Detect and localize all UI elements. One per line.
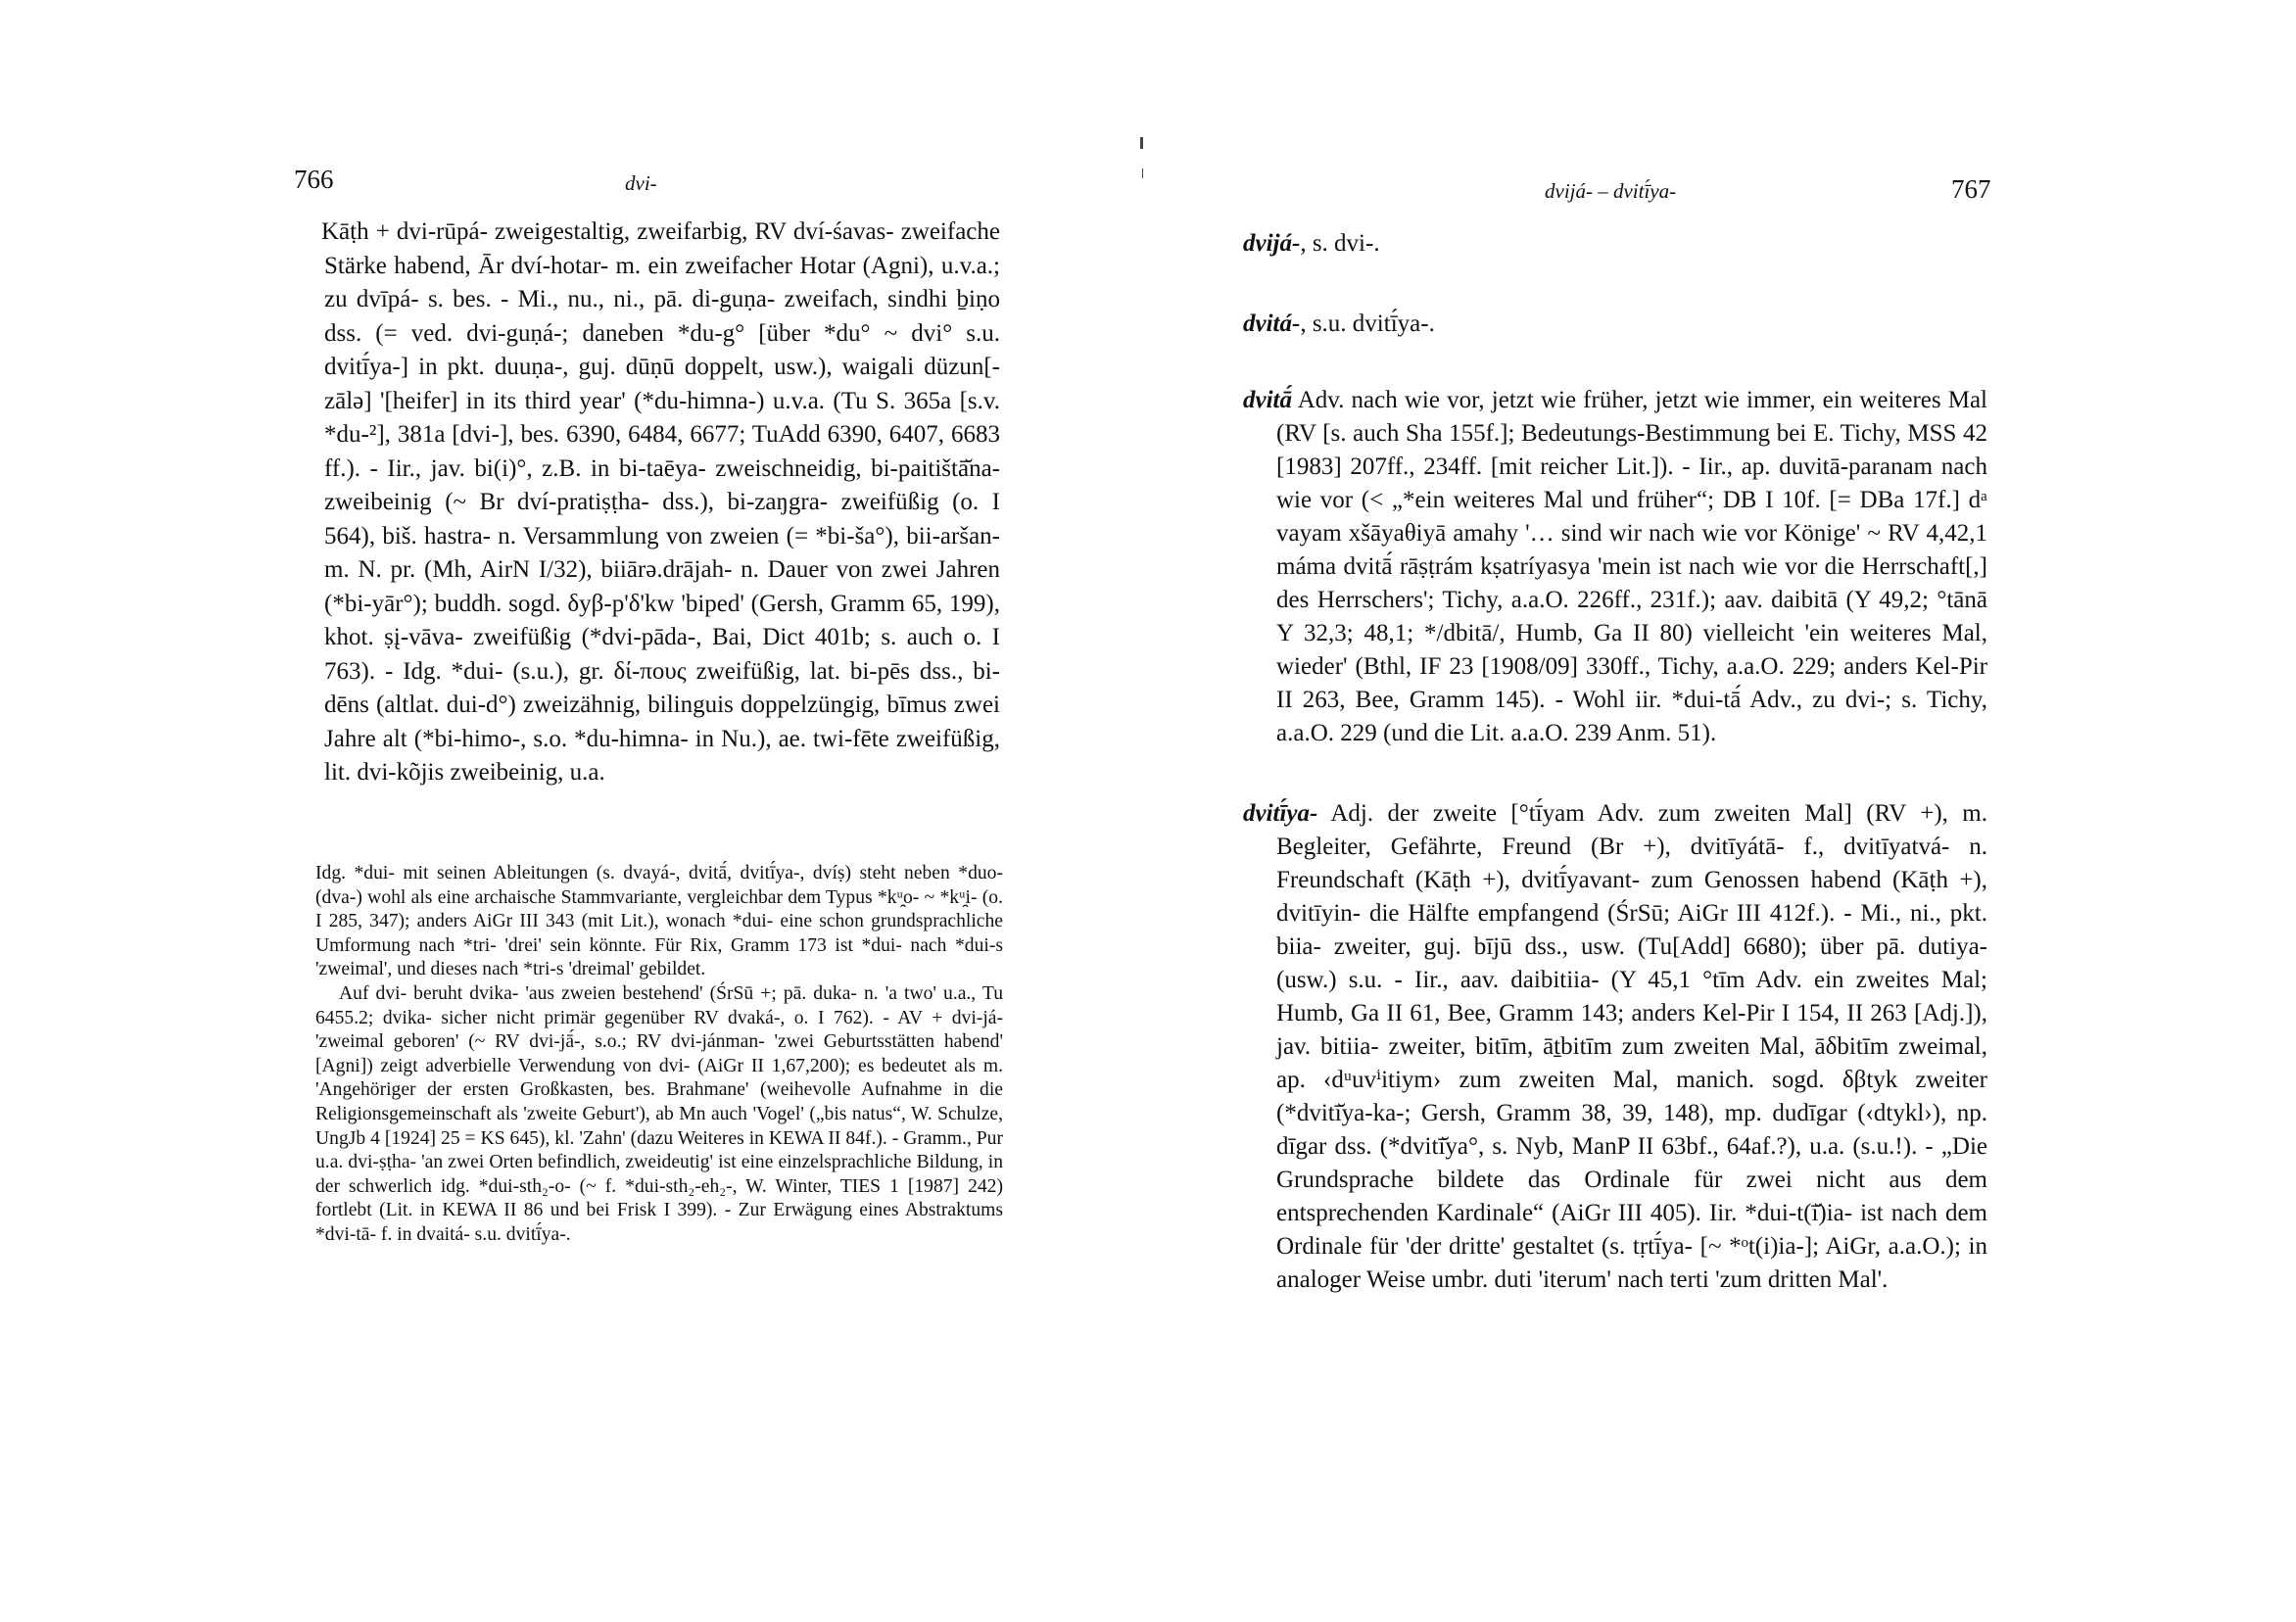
main-paragraph: Kāṭh + dvi-rūpá- zweigestaltig, zweifarbig, RV dví-śavas- zweifache Stärke habend, Ār dví-hotar- m. ein zweifacher Hotar (Agni), u.v.a.; zu dvīpá- s. bes. - Mi., nu., ni., pā. di-guṇa- zweifach, sindhi ḇiṇo dss. (= ved. dvi-guṇá-; daneben *du-g° [über *du° ~ dvi° s.u. dvitī́ya-] in pkt. duuṇa-, guj. dūṇū doppelt, usw.), waigali düzun[-zālə] '[heifer] in its third year' (*du-himna-) u.v.a. (Tu S. 365a [s.v. *du-²], 381a [dvi-], bes. 6390, 6484, 6677; TuAdd 6390, 6407, 6683 ff.). - Iir., jav. bi(i)°, z.B. in bi-taēya- zweischneidig, bi-paitištā̆na- zweibeinig (~ Br dví-pratiṣṭha- dss.), bi-zaŋgra- zweifüßig (o. I 564), biš. hastra- n. Versammlung von zweien (= *bi-ša°), bii-aršan- m. N. pr. (Mh, AirN I/32), biiārə.drājah- n. Dauer von zwei Jahren (*bi-yār°); buddh. sogd. δyβ-p'δ'kw 'biped' (Gersh, Gramm 65, 199), khot. ṣį-vāva- zweifüßig (*dvi-pāda-, Bai, Dict 401b; s. auch o. I 763). - Idg. *dui- (s.u.), gr. δί-πους zweifüßig, lat. bi-pēs dss., bi-dēns (altlat. dui-d°) zweizähnig, bilinguis doppelzüngig, bīmus zwei Jahre alt (*bi-himo-, s.o. *du-himna- in Nu.), ae. twi-fēte zweifüßig, lit. dvi-kõjis zweibeinig, u.a. bbox=[321, 218, 1000, 786]
right-entries bbox=[1243, 227, 1987, 1297]
entry-text: Adv. nach wie vor, jetzt wie früher, jetzt wie immer, ein weiteres Mal (RV [s. auch Sha 155f.]; Bedeutungs-Bestimmung bei E. Tichy, MSS 42 [1983] 207ff., 234ff. [mit reicher Lit.]). - Iir., ap. duvitā-paranam nach wie vor (< „*ein weiteres Mal und früher“; DB I 10f. [= DBa 17f.] dᵃ vayam xšāyaθiyā amahy '… sind wir nach wie vor Könige' ~ RV 4,42,1 máma dvitā́ rāṣṭrám kṣatríyasya 'mein ist nach wie vor die Herrschaft[,] des Herrschers'; Tichy, a.a.O. 226ff., 231f.); aav. daibitā (Y 49,2; °tānā Y 32,3; 48,1; */dbitā/, Humb, Ga II 80) vielleicht 'ein weiteres Mal, wieder' (Bthl, IF 23 [1908/09] 330ff., Tichy, a.a.O. 229; anders Kel-Pir II 263, Bee, Gramm 145). - Wohl iir. *dui-tā́ Adv., zu dvi-; s. Tichy, a.a.O. 229 (und die Lit. a.a.O. 239 Anm. 51). bbox=[1276, 387, 1987, 746]
left-main-text bbox=[321, 215, 1000, 790]
right-page-number: 767 bbox=[1951, 174, 1991, 204]
small-print-paragraph: Idg. *dui- mit seinen Ableitungen (s. dvayá-, dvitā́, dvitī́ya-, dvíṣ) steht neben *duo- (dva-) wohl als eine archaische Stammvariante, vergleichbar dem Typus *kᵘ̯o- ~ *kᵘ̯i- (o. I 285, 347); anders AiGr III 343 (mit Lit.), wonach *dui- eine schon grundsprachliche Umformung nach *tri- 'drei' sein könnte. Für Rix, Gramm 173 ist *dui- nach *dui-s 'zweimal', und dieses nach *tri-s 'dreimal' gebildet. bbox=[315, 863, 1003, 980]
entry-dvija bbox=[1243, 227, 1987, 261]
entry-text: , s.u. dvitī́ya-. bbox=[1300, 310, 1435, 337]
margin-mark bbox=[1140, 137, 1143, 149]
entry-lemma: dvitá- bbox=[1243, 310, 1301, 337]
right-running-head: dvijá- – dvitī́ya- bbox=[1545, 179, 1677, 203]
entry-dvitaa bbox=[1243, 384, 1987, 750]
entry-text: , s. dvi-. bbox=[1300, 230, 1380, 257]
left-page-number: 766 bbox=[294, 165, 334, 194]
entry-dvitiya bbox=[1243, 797, 1987, 1297]
right-page bbox=[1148, 0, 2296, 1622]
entry-dvita bbox=[1243, 308, 1987, 341]
entry-lemma: dvitī́ya- bbox=[1243, 800, 1318, 827]
entry-lemma: dvijá- bbox=[1243, 230, 1301, 257]
small-print-paragraph: Auf dvi- beruht dvika- 'aus zweien bestehend' (ŚrSū +; pā. duka- n. 'a two' u.a., Tu 6455.2; dvika- sicher nicht primär gegenüber RV dvaká-, o. I 762). - AV + dvi-já- 'zweimal geboren' (~ RV dvi-jā́-, s.o.; RV dvi-jánman- 'zwei Geburtsstätten habend' [Agni]) zeigt adverbielle Verwendung von dvi- (AiGr II 1,67,200); es bedeutet als m. 'Angehöriger der ersten Großkasten, bes. Brahmane' (weihevolle Aufnahme in die Religionsgemeinschaft als 'zweite Geburt'), ab Mn auch 'Vogel' („bis natus“, W. Schulze, UngJb 4 [1924] 25 = KS 645), kl. 'Zahn' (dazu Weiteres in KEWA II 84f.). - Gramm., Pur u.a. dvi-ṣṭha- 'an zwei Orten befindlich, zweideutig' ist eine einzelsprachliche Bildung, in der schwerlich idg. *dui-sth₂-o- (~ f. *dui-sth₂-eh₂-, W. Winter, TIES 1 [1987] 242) fortlebt (Lit. in KEWA II 86 und bei Frisk I 399). - Zur Erwägung eines Abstraktums *dvi-tā- f. in dvaitá- s.u. dvitī́ya-. bbox=[315, 982, 1003, 1245]
entry-text: Adj. der zweite [°tī́yam Adv. zum zweiten Mal] (RV +), m. Begleiter, Gefährte, Freund (Br +), dvitīyátā- f., dvitīyatvá- n. Freundschaft (Kāṭh +), dvitī́yavant- zum Genossen habend (Kāṭh +), dvitīyin- die Hälfte empfangend (ŚrSū; AiGr III 412f.). - Mi., ni., pkt. biia- zweiter, guj. bījū dss., usw. (Tu[Add] 6680); über pā. dutiya- (usw.) s.u. - Iir., aav. daibitiia- (Y 45,1 °tīm Adv. ein zweites Mal; Humb, Ga II 61, Bee, Gramm 143; anders Kel-Pir I 154, II 263 [Adj.]), jav. bitiia- zweiter, bitīm, āṯbitīm zum zweiten Mal, āδbitīm zweimal, ap. ‹dᵘuvⁱitiym› zum zweiten Mal, manich. sogd. δβtyk zweiter (*dvitī̆ya-ka-; Gersh, Gramm 38, 39, 148), mp. dudīgar (‹dtykl›), np. dīgar dss. (*dvitī̆ya°, s. Nyb, ManP II 63bf., 64af.?), u.a. (s.u.!). - „Die Grundsprache bildete das Ordinale für zwei nicht aus dem entsprechenden Kardinale“ (AiGr III 405). Iir. *dui-t(ī̆)ia- ist nach dem Ordinale für 'der dritte' gestaltet (s. tṛtī́ya- [~ *ᵒt(i)ia-]; AiGr, a.a.O.); in analoger Weise umbr. duti 'iterum' nach terti 'zum dritten Mal'. bbox=[1276, 800, 1987, 1293]
margin-mark bbox=[1142, 168, 1143, 178]
left-running-head: dvi- bbox=[625, 171, 657, 195]
left-small-print bbox=[315, 862, 1003, 1248]
entry-lemma: dvitā́ bbox=[1243, 387, 1292, 413]
